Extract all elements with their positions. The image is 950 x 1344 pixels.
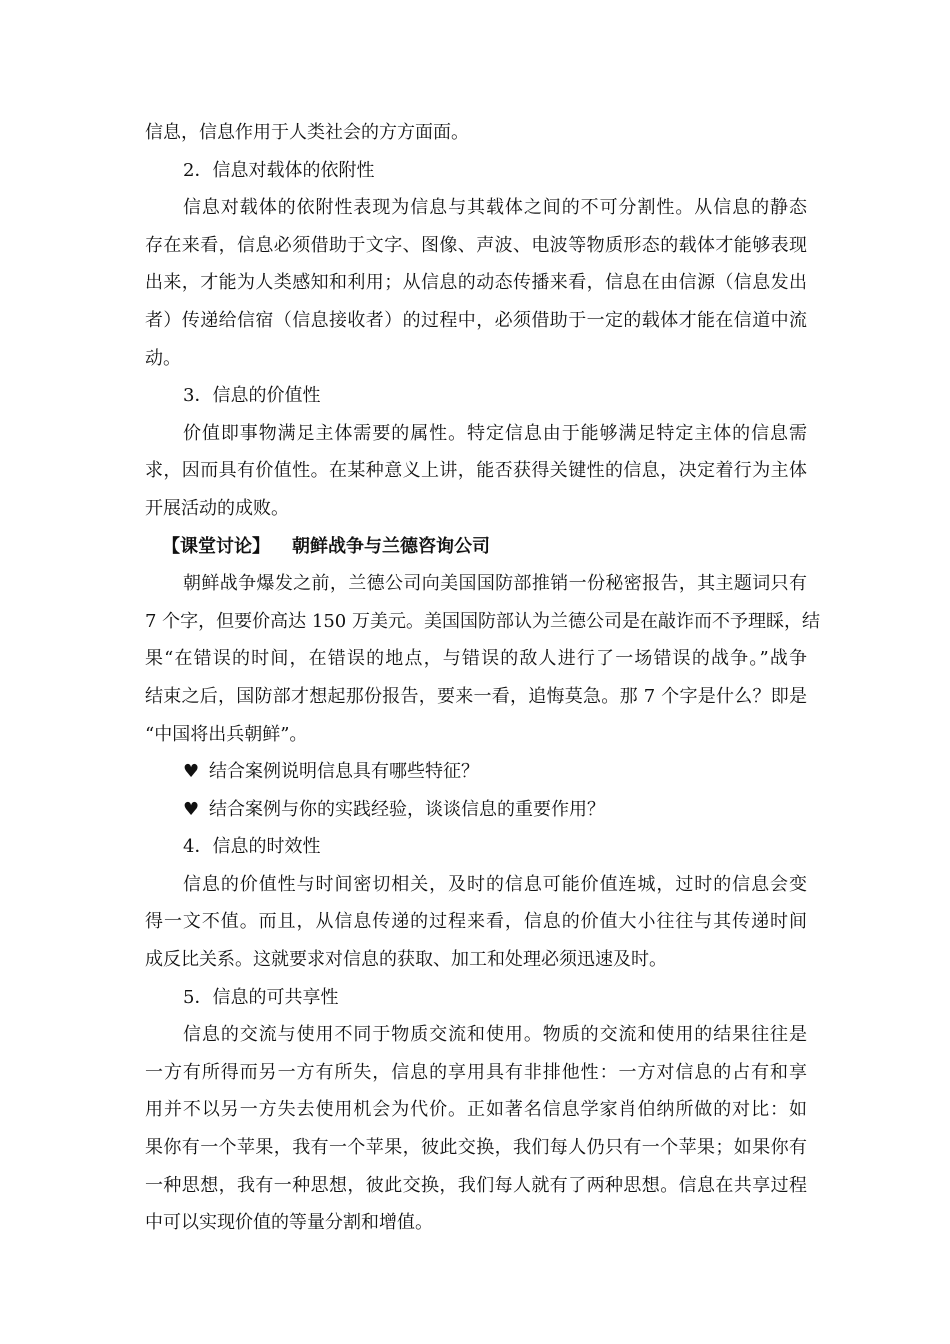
paragraph-line: 一种思想，我有一种思想，彼此交换，我们每人就有了两种思想。信息在共享过程	[145, 1174, 807, 1196]
paragraph-line: 得一文不值。而且，从信息传递的过程来看，信息的价值大小往往与其传递时间	[145, 911, 807, 933]
paragraph-line: 出来，才能为人类感知和利用；从信息的动态传播来看，信息在由信源（信息发出	[145, 272, 807, 294]
bullet-item	[145, 791, 807, 829]
paragraph-line: 者）传递给信宿（信息接收者）的过程中，必须借助于一定的载体才能在信道中流	[145, 309, 807, 331]
paragraph-line: 求，因而具有价值性。在某种意义上讲，能否获得关键性的信息，决定着行为主体	[145, 460, 807, 482]
paragraph-line: 开展活动的成败。	[145, 497, 289, 519]
paragraph-line: 存在来看，信息必须借助于文字、图像、声波、电波等物质形态的载体才能够表现	[145, 234, 807, 256]
paragraph-line: 信息的交流与使用不同于物质交流和使用。物质的交流和使用的结果往往是	[183, 1024, 807, 1046]
document-page	[145, 114, 820, 1242]
paragraph-line: 成反比关系。这就要求对信息的获取、加工和处理必须迅速及时。	[145, 949, 667, 971]
discussion-tag: 【课堂讨论】	[162, 535, 270, 557]
paragraph-line: 果你有一个苹果，我有一个苹果，彼此交换，我们每人仍只有一个苹果；如果你有	[145, 1137, 807, 1159]
discussion-heading	[145, 528, 807, 566]
paragraph-line: 果“在错误的时间，在错误的地点，与错误的敌人进行了一场错误的战争。”战争	[145, 648, 807, 670]
paragraph-line: 结束之后，国防部才想起那份报告，要来一看，追悔莫急。那 7 个字是什么？即是	[145, 685, 807, 707]
section-heading: 5．信息的可共享性	[183, 986, 339, 1008]
heart-icon: ♥	[183, 761, 200, 783]
paragraph-line: 7 个字，但要价高达 150 万美元。美国国防部认为兰德公司是在敲诈而不予理睬，结	[145, 610, 820, 632]
paragraph-line: 朝鲜战争爆发之前，兰德公司向美国国防部推销一份秘密报告，其主题词只有	[183, 573, 807, 595]
section-heading: 2．信息对载体的依附性	[183, 159, 375, 181]
section-heading: 3．信息的价值性	[183, 385, 321, 407]
paragraph-line: 用并不以另一方失去使用机会为代价。正如著名信息学家肖伯纳所做的对比：如	[145, 1099, 807, 1121]
paragraph-line: 信息对载体的依附性表现为信息与其载体之间的不可分割性。从信息的静态	[183, 197, 807, 219]
paragraph-line: 价值即事物满足主体需要的属性。特定信息由于能够满足特定主体的信息需	[183, 422, 807, 444]
paragraph-line: 信息，信息作用于人类社会的方方面面。	[145, 122, 469, 143]
bullet-text: 结合案例与你的实践经验，谈谈信息的重要作用？	[209, 798, 605, 820]
discussion-title: 朝鲜战争与兰德咨询公司	[292, 535, 490, 557]
bullet-item	[145, 753, 807, 791]
paragraph-line: 中可以实现价值的等量分割和增值。	[145, 1212, 433, 1234]
paragraph-line: 动。	[145, 347, 181, 369]
paragraph-line: 一方有所得而另一方有所失，信息的享用具有非排他性：一方对信息的占有和享	[145, 1061, 807, 1083]
paragraph-line: 信息的价值性与时间密切相关，及时的信息可能价值连城，过时的信息会变	[183, 873, 807, 895]
section-heading: 4．信息的时效性	[183, 836, 321, 858]
heart-icon: ♥	[183, 798, 200, 820]
bullet-text: 结合案例说明信息具有哪些特征？	[209, 761, 479, 783]
paragraph-line: “中国将出兵朝鲜”。	[145, 723, 308, 745]
